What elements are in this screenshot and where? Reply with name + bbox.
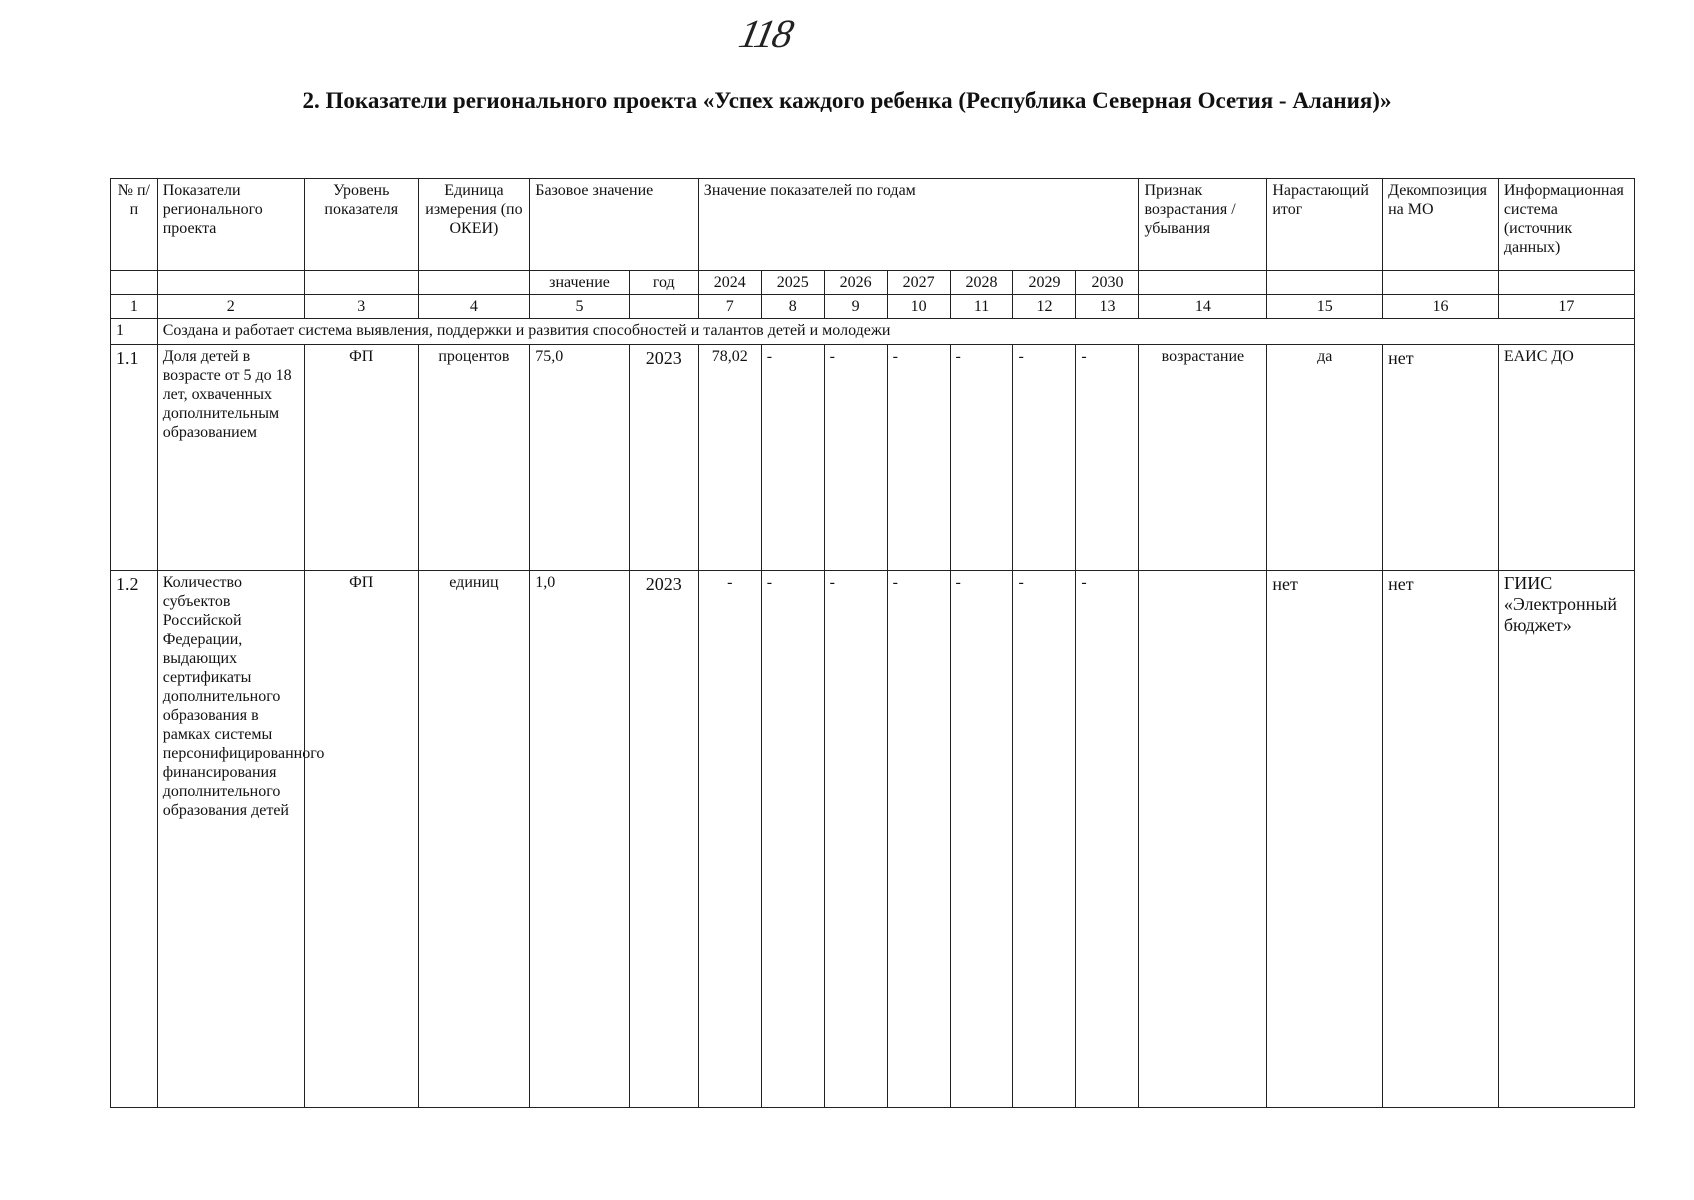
subheader-empty — [111, 271, 158, 295]
indicators-table — [110, 178, 1635, 1108]
row-year-value: - — [824, 345, 887, 571]
table-row — [111, 571, 1635, 1108]
column-number: 13 — [1076, 295, 1139, 319]
row-year-value: - — [698, 571, 761, 1108]
row-num: 1.2 — [111, 571, 158, 1108]
subheader-empty — [1267, 271, 1383, 295]
handwritten-page-number: 118 — [735, 11, 796, 56]
row-base-value: 1,0 — [530, 571, 629, 1108]
header-cumulative: Нарастающий итог — [1267, 179, 1383, 271]
subheader-base-year: год — [629, 271, 698, 295]
subheader-empty — [157, 271, 304, 295]
column-number-empty — [629, 295, 698, 319]
header-trend: Признак возрастания / убывания — [1139, 179, 1267, 271]
column-number: 4 — [418, 295, 530, 319]
column-number: 8 — [761, 295, 824, 319]
row-year-value: - — [1076, 571, 1139, 1108]
row-year-value: - — [761, 571, 824, 1108]
header-by-years: Значение показателей по годам — [698, 179, 1139, 271]
row-year-value: - — [887, 345, 950, 571]
section-title: Создана и работает система выявления, поддержки и развития способностей и талантов детей и молодежи — [157, 319, 1634, 345]
column-number: 16 — [1383, 295, 1499, 319]
header-unit: Единица измерения (по ОКЕИ) — [418, 179, 530, 271]
subheader-empty — [418, 271, 530, 295]
header-decomposition: Декомпозиция на МО — [1383, 179, 1499, 271]
subheader-year: 2028 — [950, 271, 1013, 295]
row-cumulative: нет — [1267, 571, 1383, 1108]
row-base-year: 2023 — [629, 571, 698, 1108]
row-base-value: 75,0 — [530, 345, 629, 571]
header-num: № п/п — [111, 179, 158, 271]
row-year-value: - — [950, 345, 1013, 571]
subheader-empty — [1139, 271, 1267, 295]
row-indicator: Доля детей в возрасте от 5 до 18 лет, охваченных дополнительным образованием — [157, 345, 304, 571]
subheader-year: 2025 — [761, 271, 824, 295]
header-level: Уровень показателя — [304, 179, 418, 271]
subheader-year: 2029 — [1013, 271, 1076, 295]
column-number: 3 — [304, 295, 418, 319]
row-level: ФП — [304, 345, 418, 571]
column-number: 15 — [1267, 295, 1383, 319]
row-unit: единиц — [418, 571, 530, 1108]
column-number: 12 — [1013, 295, 1076, 319]
subheader-base-value: значение — [530, 271, 629, 295]
row-year-value: 78,02 — [698, 345, 761, 571]
row-trend: возрастание — [1139, 345, 1267, 571]
row-year-value: - — [1013, 345, 1076, 571]
subheader-year: 2027 — [887, 271, 950, 295]
column-number-row — [111, 295, 1635, 319]
subheader-empty — [1498, 271, 1634, 295]
header-base: Базовое значение — [530, 179, 699, 271]
header-indicator: Показатели регионального проекта — [157, 179, 304, 271]
column-number: 14 — [1139, 295, 1267, 319]
row-year-value: - — [824, 571, 887, 1108]
section-row — [111, 319, 1635, 345]
subheader-empty — [1383, 271, 1499, 295]
row-base-year: 2023 — [629, 345, 698, 571]
section-num: 1 — [111, 319, 158, 345]
column-number: 9 — [824, 295, 887, 319]
row-year-value: - — [761, 345, 824, 571]
row-year-value: - — [950, 571, 1013, 1108]
header-info-system: Информационная система (источник данных) — [1498, 179, 1634, 271]
subheader-row — [111, 271, 1635, 295]
table-row — [111, 345, 1635, 571]
row-cumulative: да — [1267, 345, 1383, 571]
row-year-value: - — [1013, 571, 1076, 1108]
row-year-value: - — [887, 571, 950, 1108]
subheader-year: 2030 — [1076, 271, 1139, 295]
row-year-value: - — [1076, 345, 1139, 571]
row-trend — [1139, 571, 1267, 1108]
column-number: 10 — [887, 295, 950, 319]
subheader-year: 2026 — [824, 271, 887, 295]
subheader-empty — [304, 271, 418, 295]
row-indicator: Количество субъектов Российской Федерации, выдающих сертификаты дополнительного образования в рамках системы персонифицированного финансирования дополнительного образования детей — [157, 571, 304, 1108]
row-decomposition: нет — [1383, 571, 1499, 1108]
column-number: 11 — [950, 295, 1013, 319]
column-number: 7 — [698, 295, 761, 319]
column-number: 5 — [530, 295, 629, 319]
header-row — [111, 179, 1635, 271]
column-number: 2 — [157, 295, 304, 319]
row-num: 1.1 — [111, 345, 158, 571]
page-title: 2. Показатели регионального проекта «Успех каждого ребенка (Республика Северная Осетия - Алания)» — [302, 88, 1392, 113]
row-decomposition: нет — [1383, 345, 1499, 571]
row-info-system: ГИИС «Электронный бюджет» — [1498, 571, 1634, 1108]
subheader-year: 2024 — [698, 271, 761, 295]
row-unit: процентов — [418, 345, 530, 571]
row-info-system: ЕАИС ДО — [1498, 345, 1634, 571]
column-number: 17 — [1498, 295, 1634, 319]
column-number: 1 — [111, 295, 158, 319]
row-level: ФП — [304, 571, 418, 1108]
